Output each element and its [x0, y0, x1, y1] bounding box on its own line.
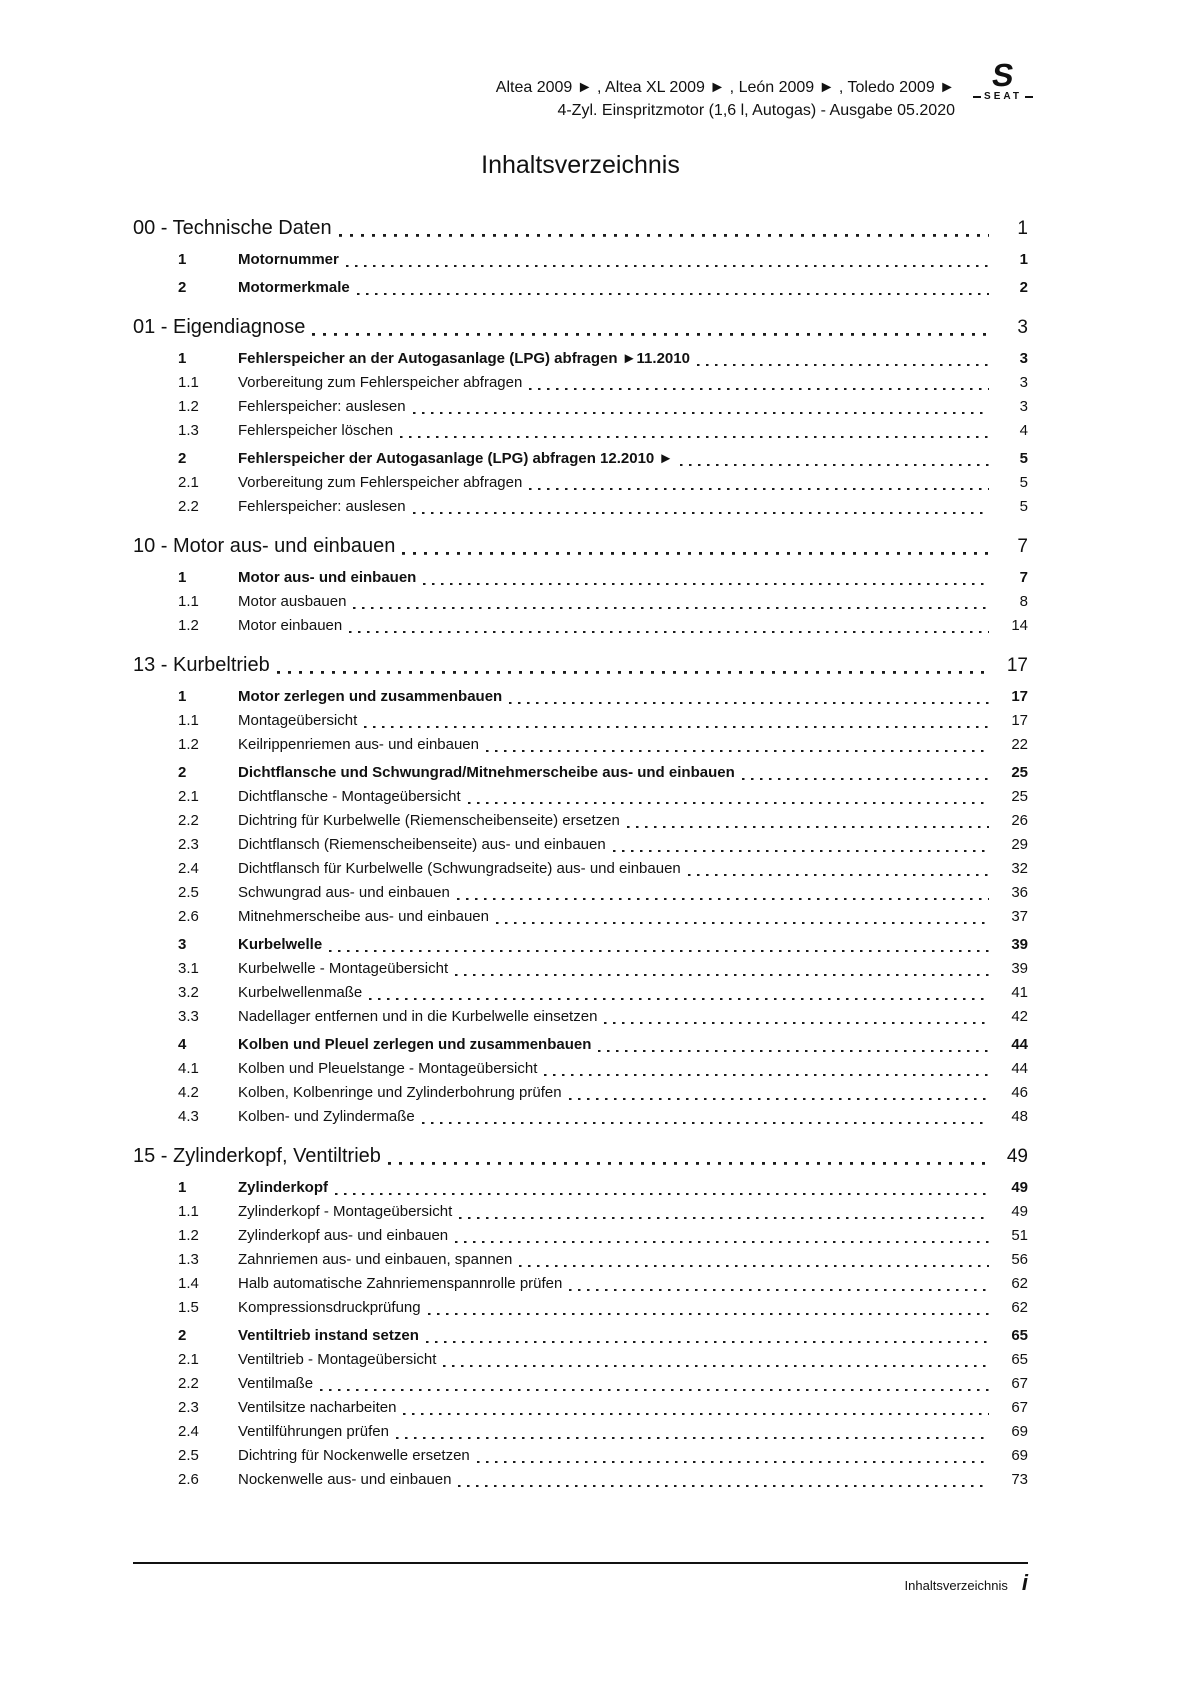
item-page-number: 39	[1011, 936, 1028, 953]
chapter-row	[133, 651, 1028, 680]
dot-leader	[486, 750, 989, 752]
item-number: 1	[178, 569, 187, 586]
item-page-number: 67	[1011, 1399, 1028, 1416]
item-title: Motormerkmale	[238, 279, 350, 296]
toc-item-row	[133, 590, 1028, 614]
item-page-number: 2	[1019, 279, 1028, 296]
item-title: Dichtflansche - Montageübersicht	[238, 788, 461, 805]
item-number: 2.3	[178, 1399, 199, 1416]
dot-leader	[402, 552, 989, 555]
item-title: Zahnriemen aus- und einbauen, spannen	[238, 1251, 513, 1268]
toc-item-row	[133, 1324, 1028, 1348]
item-number: 3	[178, 936, 187, 953]
toc-item-row	[133, 1033, 1028, 1057]
item-page-number: 5	[1019, 450, 1028, 467]
item-page-number: 62	[1011, 1299, 1028, 1316]
item-title: Motor einbauen	[238, 617, 343, 634]
item-number: 2.4	[178, 860, 199, 877]
item-title: Zylinderkopf - Montageübersicht	[238, 1203, 453, 1220]
dot-leader	[353, 607, 989, 609]
toc-item-row	[133, 1176, 1028, 1200]
item-number: 1.1	[178, 593, 199, 610]
item-page-number: 37	[1011, 908, 1028, 925]
item-title: Zylinderkopf aus- und einbauen	[238, 1227, 449, 1244]
item-title: Vorbereitung zum Fehlerspeicher abfragen	[238, 474, 523, 491]
dot-leader	[742, 778, 989, 780]
toc-item-row	[133, 785, 1028, 809]
item-page-number: 5	[1019, 474, 1028, 491]
dot-leader	[477, 1461, 989, 1463]
item-title: Motor zerlegen und zusammenbauen	[238, 688, 503, 705]
item-title: Kompressionsdruckprüfung	[238, 1299, 421, 1316]
item-number: 1	[178, 688, 187, 705]
dot-leader	[529, 488, 989, 490]
toc-item-row	[133, 1081, 1028, 1105]
item-page-number: 39	[1011, 960, 1028, 977]
chapter-row	[133, 313, 1028, 342]
item-number: 2.1	[178, 788, 199, 805]
item-number: 2	[178, 1327, 187, 1344]
toc-item-row	[133, 566, 1028, 590]
section-items	[133, 347, 1028, 519]
dot-leader	[422, 1122, 989, 1124]
dot-leader	[468, 802, 989, 804]
item-title: Nadellager entfernen und in die Kurbelwelle einsetzen	[238, 1008, 598, 1025]
item-page-number: 51	[1011, 1227, 1028, 1244]
dot-leader	[329, 950, 989, 952]
dot-leader	[457, 898, 989, 900]
dot-leader	[426, 1341, 989, 1343]
toc-item-row	[133, 1057, 1028, 1081]
dot-leader	[277, 671, 989, 674]
toc-item-row	[133, 1468, 1028, 1492]
item-title: Kolben- und Zylindermaße	[238, 1108, 415, 1125]
toc-item-row	[133, 447, 1028, 471]
toc-item-row	[133, 1248, 1028, 1272]
toc-item-row	[133, 395, 1028, 419]
toc	[133, 214, 1028, 1492]
dot-leader	[403, 1413, 989, 1415]
toc-item-row	[133, 276, 1028, 300]
dot-leader	[357, 293, 989, 295]
dot-leader	[697, 364, 989, 366]
toc-item-row	[133, 833, 1028, 857]
toc-item-row	[133, 905, 1028, 929]
item-page-number: 17	[1011, 688, 1028, 705]
page-content	[133, 0, 1028, 1492]
item-title: Dichtring für Kurbelwelle (Riemenscheibenseite) ersetzen	[238, 812, 620, 829]
item-page-number: 67	[1011, 1375, 1028, 1392]
item-page-number: 22	[1011, 736, 1028, 753]
dot-leader	[529, 388, 989, 390]
toc-item-row	[133, 1105, 1028, 1129]
item-title: Dichtflansche und Schwungrad/Mitnehmerscheibe aus- und einbauen	[238, 764, 735, 781]
item-number: 1.2	[178, 398, 199, 415]
dot-leader	[312, 333, 989, 336]
dot-leader	[413, 412, 989, 414]
item-number: 2.2	[178, 812, 199, 829]
item-page-number: 3	[1019, 398, 1028, 415]
item-number: 3.2	[178, 984, 199, 1001]
item-number: 1.5	[178, 1299, 199, 1316]
header-models-line: Altea 2009 ► , Altea XL 2009 ► , León 2009 ► , Toledo 2009 ►	[495, 79, 955, 96]
item-number: 1	[178, 251, 187, 268]
item-number: 3.3	[178, 1008, 199, 1025]
dot-leader	[349, 631, 989, 633]
item-title: Fehlerspeicher löschen	[238, 422, 394, 439]
item-title: Motornummer	[238, 251, 339, 268]
item-number: 2.3	[178, 836, 199, 853]
dot-leader	[459, 1217, 989, 1219]
footer-page-number: i	[1021, 1570, 1028, 1595]
toc-section	[133, 313, 1028, 519]
item-number: 1.2	[178, 1227, 199, 1244]
item-number: 2.2	[178, 1375, 199, 1392]
item-number: 2.6	[178, 908, 199, 925]
toc-section	[133, 532, 1028, 638]
item-page-number: 49	[1011, 1203, 1028, 1220]
item-title: Dichtflansch (Riemenscheibenseite) aus- und einbauen	[238, 836, 606, 853]
dot-leader	[339, 234, 989, 237]
item-page-number: 46	[1011, 1084, 1028, 1101]
page-title: Inhaltsverzeichnis	[481, 151, 680, 179]
toc-item-row	[133, 1348, 1028, 1372]
item-title: Nockenwelle aus- und einbauen	[238, 1471, 452, 1488]
item-number: 4.2	[178, 1084, 199, 1101]
item-page-number: 29	[1011, 836, 1028, 853]
chapter-page-number: 3	[1017, 317, 1028, 338]
toc-item-row	[133, 761, 1028, 785]
item-page-number: 7	[1019, 569, 1028, 586]
item-title: Kurbelwelle - Montageübersicht	[238, 960, 449, 977]
toc-item-row	[133, 495, 1028, 519]
dot-leader	[569, 1098, 989, 1100]
item-title: Ventiltrieb instand setzen	[238, 1327, 419, 1344]
dot-leader	[569, 1289, 989, 1291]
item-page-number: 17	[1011, 712, 1028, 729]
item-page-number: 62	[1011, 1275, 1028, 1292]
toc-item-row	[133, 1005, 1028, 1029]
item-title: Montageübersicht	[238, 712, 358, 729]
dot-leader	[604, 1022, 989, 1024]
item-title: Dichtring für Nockenwelle ersetzen	[238, 1447, 470, 1464]
dot-leader	[443, 1365, 989, 1367]
item-title: Kurbelwelle	[238, 936, 323, 953]
item-title: Ventilmaße	[238, 1375, 314, 1392]
item-title: Ventilführungen prüfen	[238, 1423, 389, 1440]
chapter-row	[133, 532, 1028, 561]
dot-leader	[369, 998, 989, 1000]
item-title: Kurbelwellenmaße	[238, 984, 363, 1001]
item-page-number: 25	[1011, 764, 1028, 781]
item-number: 1.2	[178, 736, 199, 753]
item-number: 2.1	[178, 1351, 199, 1368]
chapter-title: 10 - Motor aus- und einbauen	[133, 535, 396, 557]
chapter-row	[133, 1142, 1028, 1171]
item-number: 2.5	[178, 884, 199, 901]
toc-item-row	[133, 248, 1028, 272]
item-number: 1.1	[178, 712, 199, 729]
dot-leader	[455, 1241, 989, 1243]
item-title: Fehlerspeicher: auslesen	[238, 498, 406, 515]
item-page-number: 42	[1011, 1008, 1028, 1025]
item-page-number: 69	[1011, 1423, 1028, 1440]
item-number: 3.1	[178, 960, 199, 977]
item-page-number: 65	[1011, 1351, 1028, 1368]
toc-section	[133, 1142, 1028, 1492]
item-page-number: 65	[1011, 1327, 1028, 1344]
item-title: Zylinderkopf	[238, 1179, 329, 1196]
section-items	[133, 566, 1028, 638]
item-title: Fehlerspeicher der Autogasanlage (LPG) abfragen 12.2010 ►	[238, 450, 674, 467]
chapter-title: 00 - Technische Daten	[133, 217, 332, 239]
item-page-number: 3	[1019, 350, 1028, 367]
item-number: 1.1	[178, 374, 199, 391]
dot-leader	[400, 436, 989, 438]
dot-leader	[519, 1265, 989, 1267]
item-title: Dichtflansch für Kurbelwelle (Schwungradseite) aus- und einbauen	[238, 860, 681, 877]
item-page-number: 44	[1011, 1036, 1028, 1053]
item-title: Kolben, Kolbenringe und Zylinderbohrung prüfen	[238, 1084, 562, 1101]
toc-item-row	[133, 1372, 1028, 1396]
chapter-page-number: 49	[1006, 1146, 1028, 1167]
item-number: 2	[178, 764, 187, 781]
chapter-page-number: 1	[1017, 218, 1028, 239]
chapter-title: 15 - Zylinderkopf, Ventiltrieb	[133, 1145, 381, 1167]
toc-section	[133, 214, 1028, 300]
toc-item-row	[133, 471, 1028, 495]
toc-item-row	[133, 614, 1028, 638]
item-page-number: 44	[1011, 1060, 1028, 1077]
item-page-number: 26	[1011, 812, 1028, 829]
item-page-number: 8	[1019, 593, 1028, 610]
item-number: 1.4	[178, 1275, 199, 1292]
dot-leader	[544, 1074, 989, 1076]
dot-leader	[396, 1437, 989, 1439]
page-footer	[133, 1562, 1028, 1596]
item-number: 1	[178, 1179, 187, 1196]
item-page-number: 73	[1011, 1471, 1028, 1488]
item-number: 1.2	[178, 617, 199, 634]
dot-leader	[320, 1389, 989, 1391]
item-page-number: 41	[1011, 984, 1028, 1001]
item-title: Ventilsitze nacharbeiten	[238, 1399, 397, 1416]
toc-item-row	[133, 881, 1028, 905]
toc-item-row	[133, 1224, 1028, 1248]
dot-leader	[335, 1193, 989, 1195]
item-title: Vorbereitung zum Fehlerspeicher abfragen	[238, 374, 523, 391]
toc-item-row	[133, 371, 1028, 395]
item-title: Schwungrad aus- und einbauen	[238, 884, 450, 901]
section-items	[133, 248, 1028, 300]
item-number: 4.1	[178, 1060, 199, 1077]
toc-item-row	[133, 709, 1028, 733]
item-page-number: 36	[1011, 884, 1028, 901]
item-page-number: 1	[1019, 251, 1028, 268]
item-number: 2	[178, 279, 187, 296]
seat-wordmark: SEAT	[984, 91, 1022, 102]
footer-label: Inhaltsverzeichnis	[904, 1578, 1008, 1593]
item-title: Fehlerspeicher: auslesen	[238, 398, 406, 415]
toc-item-row	[133, 1200, 1028, 1224]
item-number: 2.5	[178, 1447, 199, 1464]
item-number: 1.3	[178, 1251, 199, 1268]
toc-item-row	[133, 1396, 1028, 1420]
toc-item-row	[133, 419, 1028, 443]
section-items	[133, 685, 1028, 1129]
toc-item-row	[133, 733, 1028, 757]
dot-leader	[423, 583, 989, 585]
item-number: 2.4	[178, 1423, 199, 1440]
item-number: 2.1	[178, 474, 199, 491]
item-title: Mitnehmerscheibe aus- und einbauen	[238, 908, 489, 925]
toc-item-row	[133, 685, 1028, 709]
item-number: 1	[178, 350, 187, 367]
toc-section	[133, 651, 1028, 1129]
chapter-page-number: 7	[1017, 536, 1028, 557]
dot-leader	[455, 974, 989, 976]
dot-leader	[688, 874, 989, 876]
item-title: Kolben und Pleuel zerlegen und zusammenbauen	[238, 1036, 592, 1053]
item-title: Fehlerspeicher an der Autogasanlage (LPG) abfragen ►11.2010	[238, 350, 690, 367]
toc-item-row	[133, 1296, 1028, 1320]
toc-item-row	[133, 347, 1028, 371]
dot-leader	[613, 850, 989, 852]
dot-leader	[458, 1485, 989, 1487]
chapter-title: 13 - Kurbeltrieb	[133, 654, 270, 676]
dot-leader	[680, 464, 989, 466]
toc-item-row	[133, 1420, 1028, 1444]
item-title: Motor ausbauen	[238, 593, 347, 610]
header-engine-line: 4-Zyl. Einspritzmotor (1,6 l, Autogas) - Ausgabe 05.2020	[557, 102, 955, 119]
dot-leader	[627, 826, 989, 828]
item-number: 2	[178, 450, 187, 467]
item-title: Keilrippenriemen aus- und einbauen	[238, 736, 479, 753]
item-page-number: 49	[1011, 1179, 1028, 1196]
item-page-number: 4	[1019, 422, 1028, 439]
dot-leader	[364, 726, 989, 728]
dot-leader	[496, 922, 989, 924]
dot-leader	[428, 1313, 989, 1315]
toc-item-row	[133, 957, 1028, 981]
item-number: 4.3	[178, 1108, 199, 1125]
item-page-number: 25	[1011, 788, 1028, 805]
item-page-number: 14	[1011, 617, 1028, 634]
toc-item-row	[133, 1272, 1028, 1296]
item-number: 1.3	[178, 422, 199, 439]
item-title: Ventiltrieb - Montageübersicht	[238, 1351, 437, 1368]
item-number: 2.2	[178, 498, 199, 515]
dot-leader	[598, 1050, 989, 1052]
toc-item-row	[133, 981, 1028, 1005]
chapter-page-number: 17	[1006, 655, 1028, 676]
seat-s-icon: S	[989, 57, 1017, 93]
item-page-number: 32	[1011, 860, 1028, 877]
item-title: Motor aus- und einbauen	[238, 569, 417, 586]
dot-leader	[388, 1162, 989, 1165]
item-page-number: 69	[1011, 1447, 1028, 1464]
item-number: 2.6	[178, 1471, 199, 1488]
toc-item-row	[133, 857, 1028, 881]
dot-leader	[509, 702, 989, 704]
chapter-title: 01 - Eigendiagnose	[133, 316, 306, 338]
item-page-number: 5	[1019, 498, 1028, 515]
item-page-number: 48	[1011, 1108, 1028, 1125]
item-title: Halb automatische Zahnriemenspannrolle prüfen	[238, 1275, 563, 1292]
item-number: 1.1	[178, 1203, 199, 1220]
item-title: Kolben und Pleuelstange - Montageübersicht	[238, 1060, 538, 1077]
section-items	[133, 1176, 1028, 1492]
item-number: 4	[178, 1036, 187, 1053]
toc-item-row	[133, 933, 1028, 957]
toc-item-row	[133, 809, 1028, 833]
toc-item-row	[133, 1444, 1028, 1468]
dot-leader	[346, 265, 989, 267]
item-page-number: 56	[1011, 1251, 1028, 1268]
dot-leader	[413, 512, 989, 514]
item-page-number: 3	[1019, 374, 1028, 391]
chapter-row	[133, 214, 1028, 243]
